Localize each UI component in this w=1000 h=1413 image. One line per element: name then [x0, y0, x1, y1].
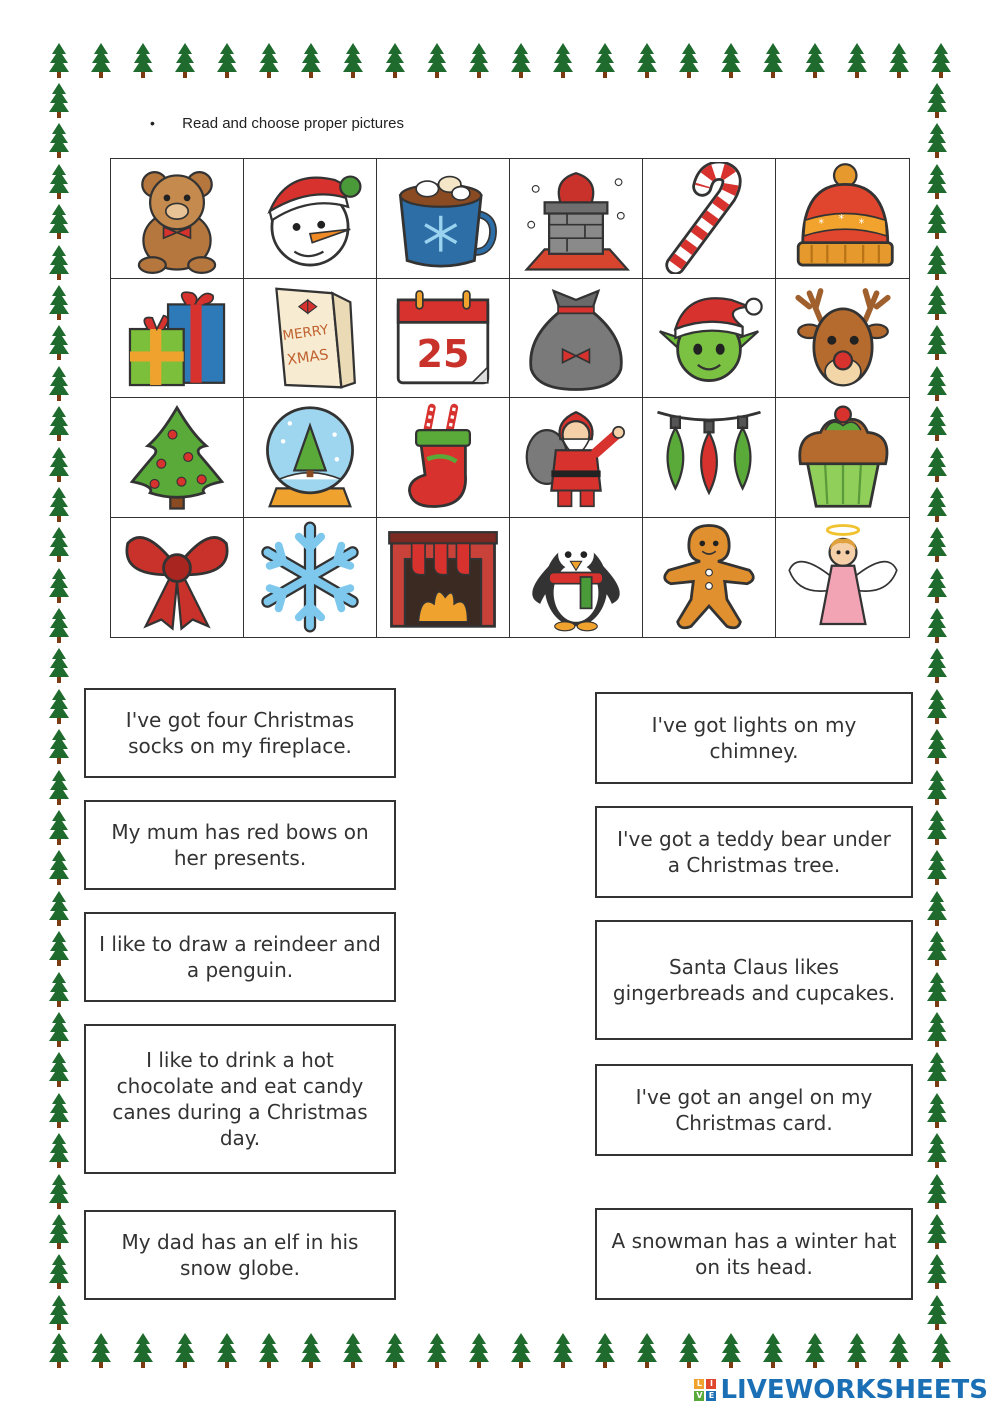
snowman-icon — [251, 162, 369, 274]
tree-icon — [926, 244, 948, 282]
tree-icon — [930, 42, 952, 80]
gingerbread-man-icon — [650, 521, 768, 633]
picture-cupcake[interactable] — [776, 398, 909, 518]
svg-text:XMAS: XMAS — [285, 345, 330, 369]
tree-icon — [510, 42, 532, 80]
tree-icon — [636, 1332, 658, 1370]
tree-icon — [926, 365, 948, 403]
sentence-card-left-2[interactable] — [84, 800, 396, 890]
tree-icon — [48, 365, 70, 403]
angel-icon — [784, 521, 902, 633]
tree-icon — [888, 42, 910, 80]
tree-icon — [926, 324, 948, 362]
tree-icon — [926, 1294, 948, 1332]
tree-icon — [926, 890, 948, 928]
picture-santa-bag[interactable] — [510, 279, 643, 399]
tree-icon — [48, 728, 70, 766]
tree-icon — [132, 42, 154, 80]
tree-icon — [926, 728, 948, 766]
tree-icon — [48, 486, 70, 524]
picture-grid — [110, 158, 910, 638]
tree-border-top — [48, 42, 952, 82]
picture-penguin[interactable] — [510, 518, 643, 638]
christmas-card-icon — [251, 282, 369, 394]
tree-icon — [926, 930, 948, 968]
tree-icon — [926, 1051, 948, 1089]
tree-icon — [90, 1332, 112, 1370]
sentence-card-right-5[interactable] — [595, 1208, 913, 1300]
tree-icon — [426, 1332, 448, 1370]
hot-chocolate-icon — [384, 162, 502, 274]
bullet: • — [150, 115, 155, 131]
tree-icon — [48, 607, 70, 645]
tree-icon — [552, 42, 574, 80]
picture-fireplace[interactable] — [377, 518, 510, 638]
picture-calendar[interactable] — [377, 279, 510, 399]
tree-icon — [48, 890, 70, 928]
tree-icon — [468, 1332, 490, 1370]
tree-icon — [48, 647, 70, 685]
tree-icon — [384, 42, 406, 80]
tree-icon — [90, 42, 112, 80]
tree-icon — [48, 1213, 70, 1251]
tree-icon — [926, 486, 948, 524]
svg-text:*: * — [858, 217, 864, 231]
picture-gingerbread-man[interactable] — [643, 518, 776, 638]
tree-icon — [636, 42, 658, 80]
tree-icon — [48, 284, 70, 322]
tree-icon — [926, 607, 948, 645]
svg-text:25: 25 — [416, 331, 470, 376]
tree-icon — [216, 1332, 238, 1370]
tree-icon — [926, 567, 948, 605]
sentence-text: I like to draw a reindeer and a penguin. — [99, 932, 381, 982]
sentence-card-left-5[interactable] — [84, 1210, 396, 1300]
tree-icon — [48, 1092, 70, 1130]
svg-text:MERRY: MERRY — [281, 322, 330, 344]
picture-angel[interactable] — [776, 518, 909, 638]
tree-icon — [926, 809, 948, 847]
tree-icon — [510, 1332, 532, 1370]
tree-icon — [926, 284, 948, 322]
tree-icon — [926, 163, 948, 201]
tree-border-right — [926, 82, 950, 1332]
picture-snow-globe[interactable] — [244, 398, 377, 518]
tree-icon — [926, 405, 948, 443]
picture-candy-cane[interactable] — [643, 159, 776, 279]
tree-icon — [926, 647, 948, 685]
tree-icon — [762, 42, 784, 80]
picture-red-bow[interactable] — [111, 518, 244, 638]
tree-icon — [48, 526, 70, 564]
picture-christmas-lights[interactable] — [643, 398, 776, 518]
tree-icon — [48, 163, 70, 201]
tree-icon — [48, 82, 70, 120]
tree-icon — [48, 405, 70, 443]
tree-icon — [174, 1332, 196, 1370]
sentence-card-left-1[interactable] — [84, 688, 396, 778]
tree-icon — [48, 42, 70, 80]
picture-christmas-tree[interactable] — [111, 398, 244, 518]
tree-icon — [888, 1332, 910, 1370]
picture-elf[interactable] — [643, 279, 776, 399]
tree-icon — [926, 1132, 948, 1170]
tree-icon — [926, 688, 948, 726]
tree-icon — [48, 324, 70, 362]
tree-border-left — [48, 82, 72, 1332]
tree-icon — [48, 567, 70, 605]
tree-icon — [926, 82, 948, 120]
tree-icon — [48, 971, 70, 1009]
tree-icon — [594, 42, 616, 80]
tree-icon — [258, 42, 280, 80]
picture-reindeer[interactable] — [776, 279, 909, 399]
tree-icon — [48, 1051, 70, 1089]
liveworksheets-brand — [694, 1375, 988, 1405]
tree-icon — [48, 203, 70, 241]
sentence-text: Santa Claus likes gingerbreads and cupcakes. — [612, 955, 896, 1005]
tree-icon — [48, 1253, 70, 1291]
tree-icon — [468, 42, 490, 80]
picture-presents[interactable] — [111, 279, 244, 399]
tree-icon — [384, 1332, 406, 1370]
tree-icon — [594, 1332, 616, 1370]
tree-icon — [48, 1011, 70, 1049]
cupcake-icon — [784, 401, 902, 513]
christmas-tree-icon — [118, 401, 236, 513]
tree-icon — [48, 1173, 70, 1211]
tree-icon — [678, 1332, 700, 1370]
sentence-text: I've got an angel on my Christmas card. — [635, 1085, 873, 1135]
tree-icon — [48, 930, 70, 968]
tree-icon — [258, 1332, 280, 1370]
instruction-text: Read and choose proper pictures — [182, 115, 404, 132]
tree-icon — [720, 42, 742, 80]
tree-icon — [846, 1332, 868, 1370]
sentence-card-right-1[interactable] — [595, 692, 913, 784]
tree-icon — [342, 42, 364, 80]
picture-snowman[interactable] — [244, 159, 377, 279]
tree-icon — [132, 1332, 154, 1370]
fireplace-icon — [384, 521, 502, 633]
snow-globe-icon — [251, 401, 369, 513]
tree-icon — [48, 446, 70, 484]
tree-icon — [762, 1332, 784, 1370]
tree-border-bottom — [48, 1332, 952, 1372]
sentence-text: I've got lights on my chimney. — [651, 713, 857, 763]
sentence-text: I like to drink a hot chocolate and eat candy canes during a Christmas day. — [112, 1048, 368, 1150]
sentence-card-right-2[interactable] — [595, 806, 913, 898]
tree-icon — [926, 971, 948, 1009]
tree-icon — [930, 1332, 952, 1370]
tree-icon — [926, 526, 948, 564]
tree-icon — [926, 203, 948, 241]
tree-icon — [678, 42, 700, 80]
liveworksheets-logo-icon: L I V E — [694, 1379, 716, 1401]
teddy-bear-icon — [118, 162, 236, 274]
winter-hat-icon — [784, 162, 902, 274]
christmas-lights-icon — [650, 401, 768, 513]
red-bow-icon — [118, 521, 236, 633]
brand-name: LIVEWORKSHEETS — [720, 1375, 988, 1405]
sentence-text: A snowman has a winter hat on its head. — [611, 1229, 897, 1279]
tree-icon — [48, 769, 70, 807]
picture-christmas-stocking[interactable] — [377, 398, 510, 518]
candy-cane-icon — [650, 162, 768, 274]
reindeer-icon — [784, 282, 902, 394]
svg-text:*: * — [838, 212, 844, 226]
tree-icon — [926, 446, 948, 484]
tree-icon — [926, 1213, 948, 1251]
sentence-card-right-3[interactable] — [595, 920, 913, 1040]
tree-icon — [926, 769, 948, 807]
tree-icon — [48, 849, 70, 887]
tree-icon — [552, 1332, 574, 1370]
sentence-text: I've got a teddy bear under a Christmas tree. — [617, 827, 891, 877]
christmas-stocking-icon — [384, 401, 502, 513]
tree-icon — [300, 1332, 322, 1370]
picture-christmas-card[interactable] — [244, 279, 377, 399]
tree-icon — [926, 1173, 948, 1211]
tree-icon — [426, 42, 448, 80]
tree-icon — [48, 1294, 70, 1332]
tree-icon — [926, 1253, 948, 1291]
sentence-text: My dad has an elf in his snow globe. — [121, 1230, 359, 1280]
tree-icon — [174, 42, 196, 80]
sentence-card-left-3[interactable] — [84, 912, 396, 1002]
tree-icon — [48, 1132, 70, 1170]
tree-icon — [926, 849, 948, 887]
calendar-icon — [384, 282, 502, 394]
tree-icon — [216, 42, 238, 80]
sentence-card-right-4[interactable] — [595, 1064, 913, 1156]
sentence-card-left-4[interactable] — [84, 1024, 396, 1174]
snowflake-icon — [251, 521, 369, 633]
tree-icon — [48, 809, 70, 847]
santa-bag-icon — [517, 282, 635, 394]
tree-icon — [300, 42, 322, 80]
picture-teddy-bear[interactable] — [111, 159, 244, 279]
picture-santa-claus[interactable] — [510, 398, 643, 518]
tree-icon — [926, 1092, 948, 1130]
penguin-icon — [517, 521, 635, 633]
tree-icon — [48, 1332, 70, 1370]
tree-icon — [720, 1332, 742, 1370]
picture-winter-hat[interactable] — [776, 159, 909, 279]
tree-icon — [804, 1332, 826, 1370]
svg-text:*: * — [817, 217, 824, 231]
tree-icon — [342, 1332, 364, 1370]
tree-icon — [926, 1011, 948, 1049]
picture-chimney[interactable] — [510, 159, 643, 279]
tree-icon — [48, 244, 70, 282]
sentence-text: My mum has red bows on her presents. — [111, 820, 369, 870]
tree-icon — [926, 122, 948, 160]
picture-snowflake[interactable] — [244, 518, 377, 638]
tree-icon — [846, 42, 868, 80]
presents-icon — [118, 282, 236, 394]
tree-icon — [48, 688, 70, 726]
chimney-icon — [517, 162, 635, 274]
tree-icon — [804, 42, 826, 80]
santa-claus-icon — [517, 401, 635, 513]
elf-icon — [650, 282, 768, 394]
tree-icon — [48, 122, 70, 160]
instruction — [150, 115, 404, 132]
picture-hot-chocolate[interactable] — [377, 159, 510, 279]
sentence-text: I've got four Christmas socks on my fireplace. — [125, 708, 355, 758]
